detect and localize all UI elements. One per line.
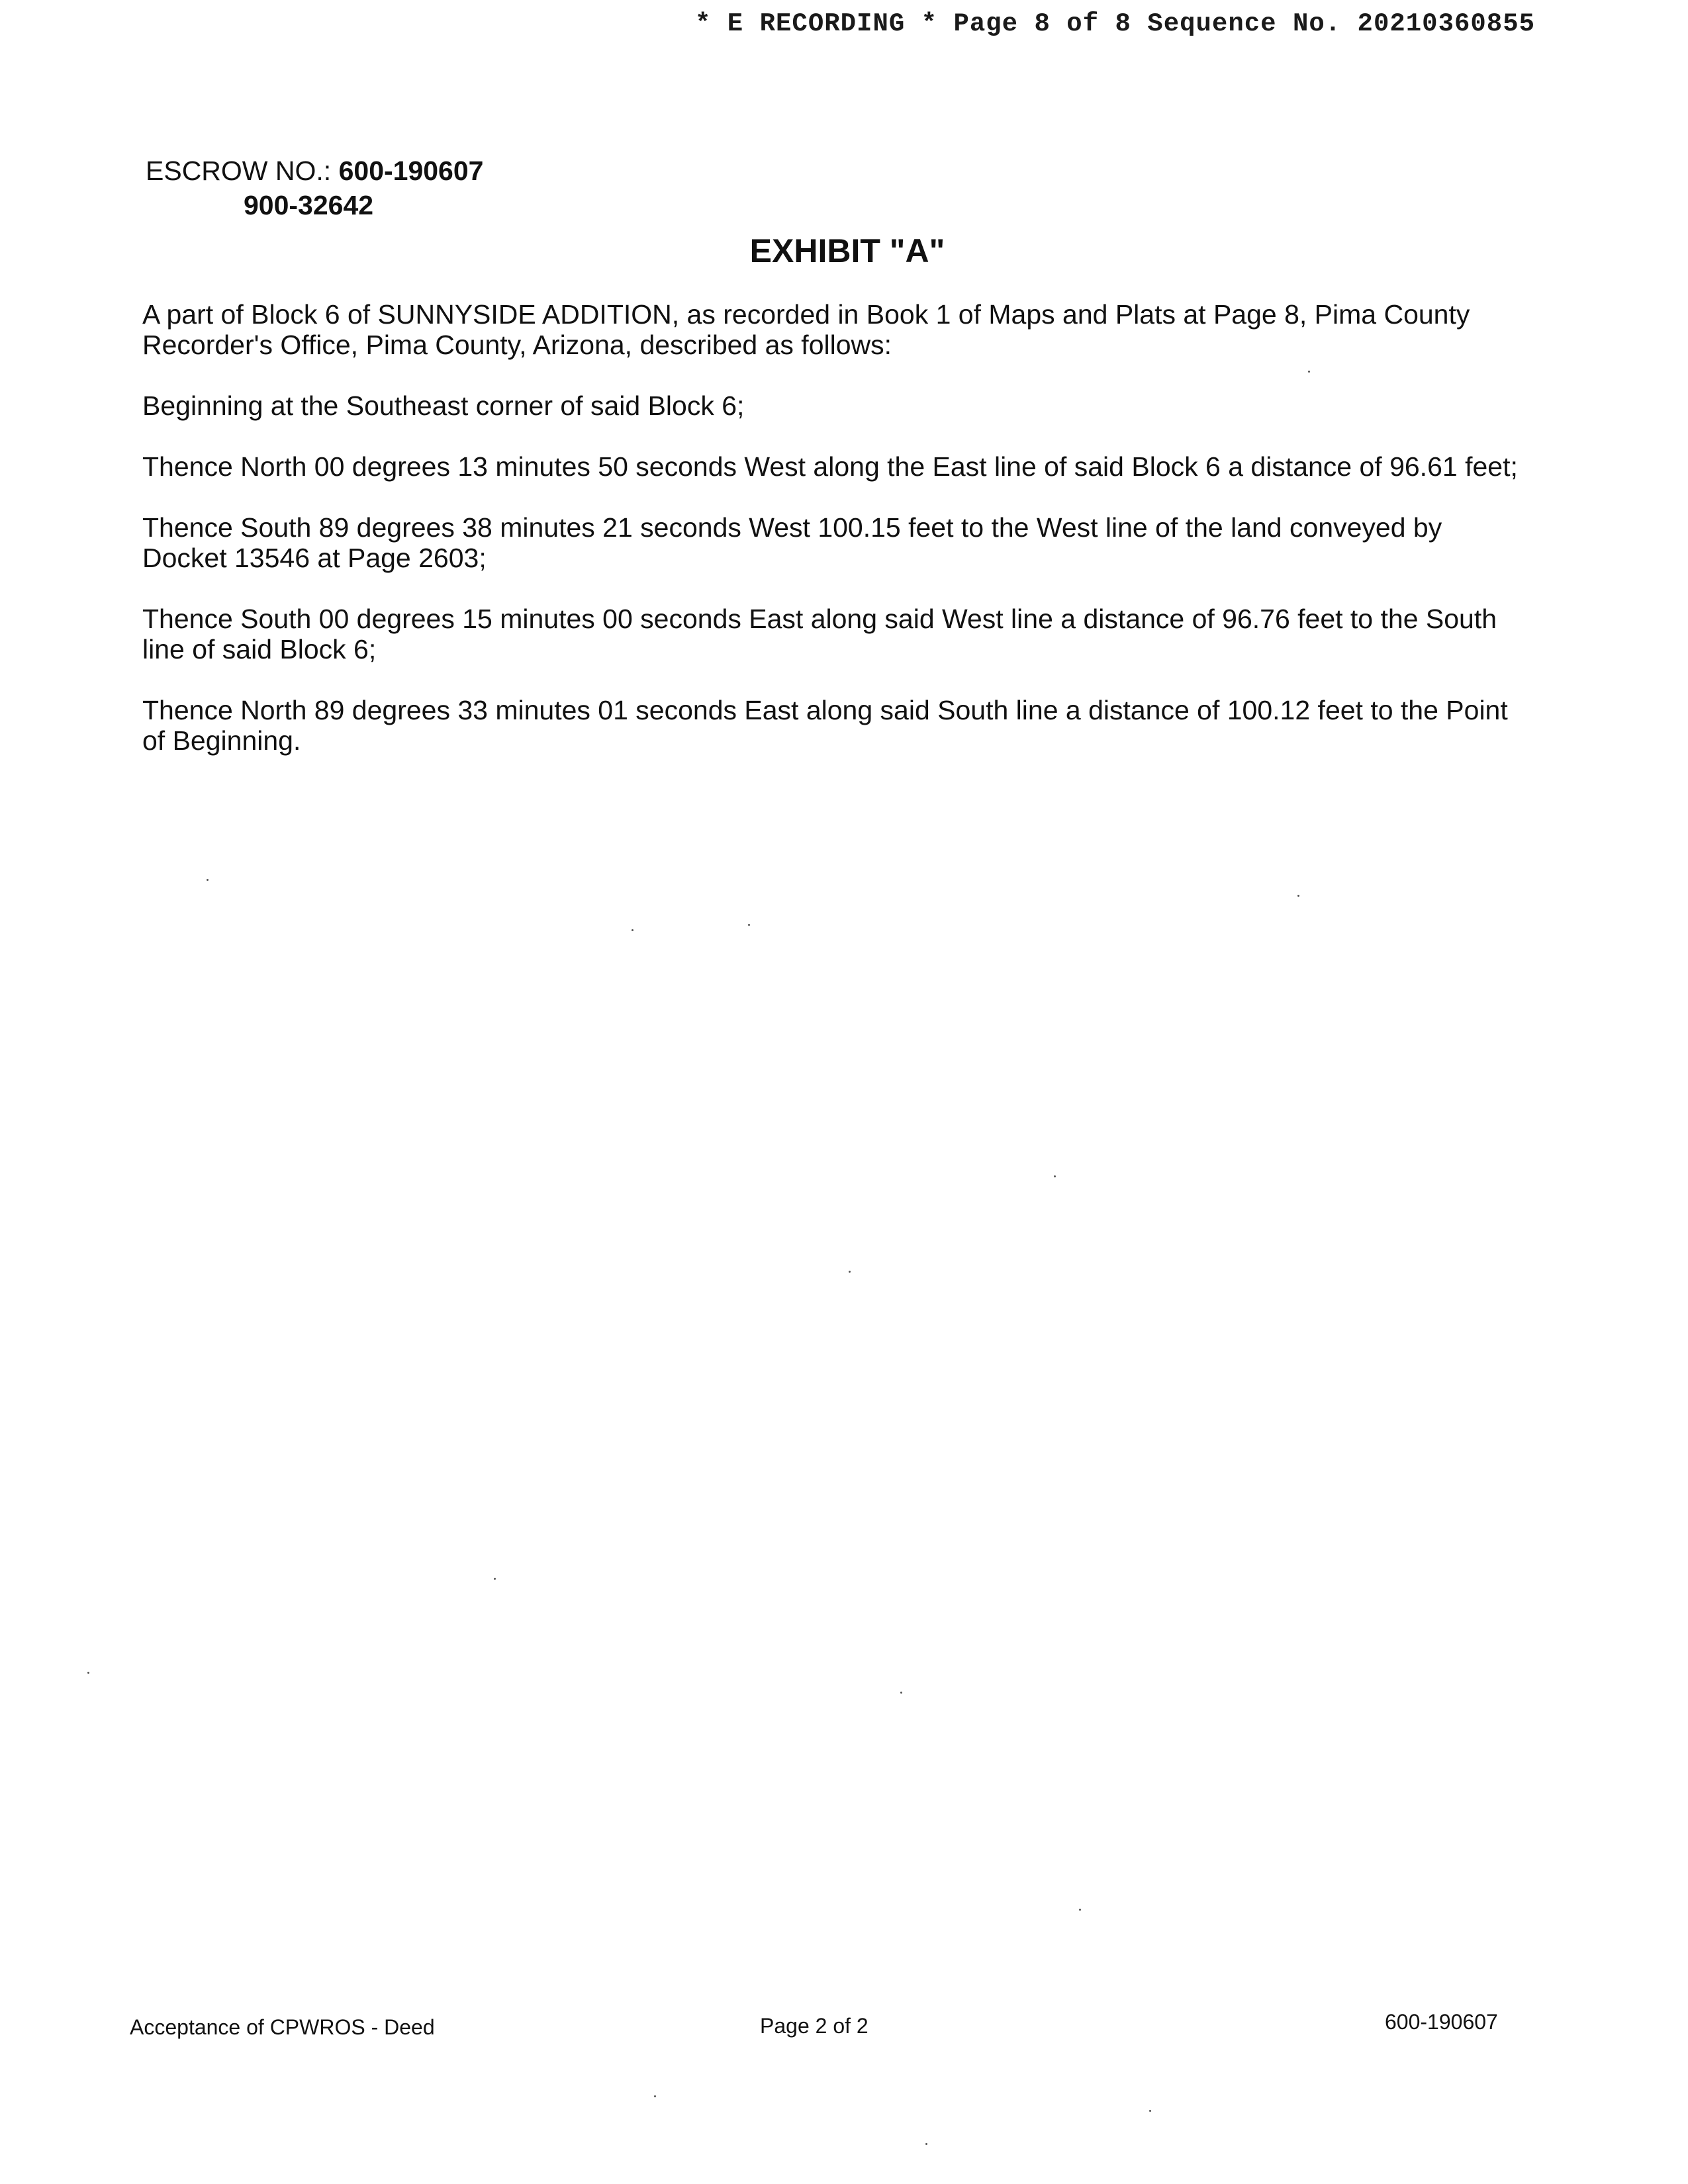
scan-speck — [494, 1578, 496, 1580]
page-footer — [0, 2010, 1688, 2048]
scan-speck — [1308, 371, 1310, 373]
legal-description — [142, 299, 1519, 786]
scan-speck — [1297, 895, 1299, 897]
escrow-number-secondary: 900-32642 — [244, 190, 374, 220]
paragraph-course-3: Thence South 00 degrees 15 minutes 00 seconds East along said West line a distance of 96.76 feet to the South line of said Block 6; — [142, 604, 1497, 664]
scan-speck — [748, 924, 750, 926]
footer-document-name: Acceptance of CPWROS - Deed — [130, 2015, 435, 2039]
paragraph-beginning: Beginning at the Southeast corner of said Block 6; — [142, 390, 745, 421]
recording-header: * E RECORDING * Page 8 of 8 Sequence No. 20210360855 — [695, 9, 1535, 38]
footer-escrow-ref: 600-190607 — [1385, 2010, 1498, 2034]
scan-speck — [654, 2095, 656, 2097]
scan-speck — [925, 2143, 927, 2145]
scan-speck — [849, 1271, 851, 1273]
paragraph-course-4: Thence North 89 degrees 33 minutes 01 seconds East along said South line a distance of 100.12 feet to the Point of Beginning. — [142, 695, 1508, 756]
paragraph-course-2: Thence South 89 degrees 38 minutes 21 seconds West 100.15 feet to the West line of the land conveyed by Docket 13546 at Page 2603; — [142, 512, 1442, 573]
exhibit-title: EXHIBIT "A" — [749, 232, 945, 269]
scan-speck — [900, 1692, 902, 1694]
footer-page-info: Page 2 of 2 — [760, 2014, 868, 2038]
escrow-number-primary: 600-190607 — [338, 156, 484, 186]
scan-speck — [1149, 2110, 1151, 2112]
paragraph-intro: A part of Block 6 of SUNNYSIDE ADDITION, as recorded in Book 1 of Maps and Plats at Page 8, Pima County Recorder's Office, Pima County, Arizona, described as follows: — [142, 299, 1470, 360]
escrow-label: ESCROW NO.: — [146, 156, 332, 186]
paragraph-course-1: Thence North 00 degrees 13 minutes 50 seconds West along the East line of said Block 6 a distance of 96.61 feet; — [142, 451, 1518, 482]
scan-speck — [1079, 1909, 1081, 1911]
scan-speck — [1054, 1175, 1056, 1177]
scan-speck — [207, 879, 209, 881]
escrow-block — [146, 154, 483, 222]
scan-speck — [632, 929, 633, 931]
scan-speck — [87, 1672, 89, 1674]
